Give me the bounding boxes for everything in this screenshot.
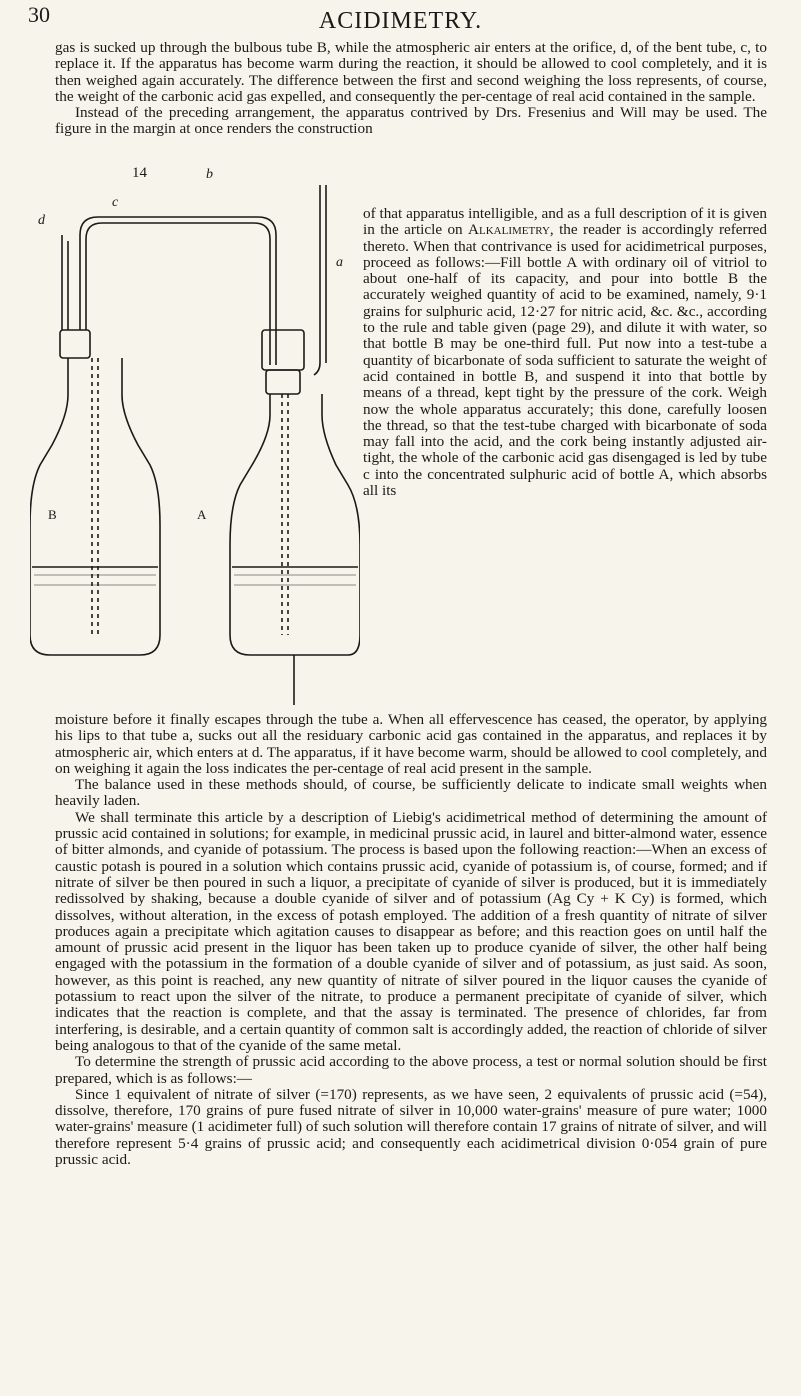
figure-label-b: b <box>206 167 213 182</box>
paragraph: Instead of the preceding arrangement, the apparatus contrived by Drs. Fresenius and Will may be used. The figure in the margin at once renders the construction <box>55 104 767 138</box>
paragraph: moisture before it finally escapes through the tube a. When all effervescence has ceased, the operator, by applying his lips to that tube a, sucks out all the residuary carbonic acid gas contained in the apparatus, and replaces it by atmospheric air, which enters at d. The apparatus, if it have become warm, should be allowed to cool completely, and on weighing it again the loss indicates the per-centage of real acid present in the sample. <box>55 711 767 777</box>
intro-text <box>55 40 767 138</box>
side-text <box>363 206 767 499</box>
paragraph: The balance used in these methods should, of course, be sufficiently delicate to indicate small weights when heavily laden. <box>55 776 767 810</box>
paragraph: To determine the strength of prussic acid according to the above process, a test or normal solution should be first prepared, which is as follows:— <box>55 1053 767 1087</box>
apparatus-figure <box>30 165 360 705</box>
running-head: ACIDIMETRY. <box>318 8 483 34</box>
figure-label-A: A <box>197 507 207 522</box>
apparatus-drawing <box>30 165 360 705</box>
paragraph: We shall terminate this article by a description of Liebig's acidimetrical method of determining the amount of prussic acid contained in solutions; for example, in medicinal prussic acid, in laurel and bitter-almond water, essence of bitter almonds, and cyanide of potassium. The process is based upon the following reaction:—When an excess of caustic potash is poured in a solution which contains prussic acid, cyanide of potassium is, of course, formed; and if nitrate of silver be then poured in such a liquor, a precipitate of cyanide of silver is produced, but it is immediately redissolved by shaking, because a double cyanide of silver and of potassium (Ag Cy + K Cy) is formed, which dissolves, without alteration, in the excess of potash employed. The addition of a fresh quantity of nitrate of silver produces again a precipitate which agitation causes to disappear as before; and this reaction goes on until half the amount of prussic acid present in the liquor has been taken up to produce cyanide of silver, the other half being engaged with the potassium in the formation of a double cyanide of silver and of potassium, as just said. As soon, however, as this point is reached, any new quantity of nitrate of silver poured in the liquor causes the cyanide of potassium to react upon the silver of the nitrate, to produce a permanent precipitate of cyanide of silver, which indicates that the reaction is complete, and that the assay is terminated. The presence of chlorides, far from interfering, is desirable, and a certain quantity of common salt is accordingly added, the reaction of chloride of silver being analogous to that of the cyanide of the same metal. <box>55 808 767 1054</box>
figure-label-c: c <box>112 195 119 210</box>
side-text-part: of that apparatus intelligible, and as a full description of it is given in the article on <box>363 205 767 239</box>
side-text-part: , the reader is accordingly referred thereto. When that contrivance is used for acidimetrical purposes, proceed as follows:—Fill bottle A with ordinary oil of vitriol to about one-half of its capacity, and pour into bottle B the accurately weighed quantity of acid to be examined, namely, 9·1 grains for sulphuric acid, 12·27 for nitric acid, &c. &c., according to the rule and table given (page 29), and dilute it with water, so that bottle B may be one-third full. Put now into a test-tube a quantity of bicarbonate of soda sufficient to saturate the weight of acid contained in bottle B, and suspend it into that bottle by means of a thread, kept tight by the pressure of the cork. Weigh now the whole apparatus accurately; this done, carefully loosen the thread, so that the test-tube charged with bicarbonate of soda may fall into the acid, and the cork being instantly adjusted air-tight, the whole of the carbonic acid gas disengaged is led by tube c into the concentrated sulphuric acid of bottle A, which absorbs all its <box>363 221 767 500</box>
paragraph: gas is sucked up through the bulbous tube B, while the atmospheric air enters at the orifice, d, of the bent tube, c, to replace it. If the apparatus has become warm during the reaction, it should be allowed to cool completely, and it is then weighed again accurately. The difference between the first and second weighing the loss represents, of course, the weight of the carbonic acid gas expelled, and consequently the per-centage of real acid contained in the sample. <box>55 39 767 105</box>
figure-label-B: B <box>48 507 57 522</box>
page-number: 30 <box>28 2 50 27</box>
figure-label-d: d <box>38 213 45 228</box>
main-text <box>55 712 767 1168</box>
cross-reference: Alkalimetry <box>468 221 550 239</box>
paragraph: Since 1 equivalent of nitrate of silver (=170) represents, as we have seen, 2 equivalents of prussic acid (=54), dissolve, therefore, 170 grains of pure fused nitrate of silver in 10,000 water-grains' measure of pure water; 1000 water-grains' measure (1 acidimeter full) of such solution will therefore contain 17 grains of nitrate of silver, and will therefore represent 5·4 grains of prussic acid; and consequently each acidimetrical division 0·054 grain of pure prussic acid. <box>55 1085 767 1169</box>
figure-label-a: a <box>336 255 343 270</box>
figure-number: 14 <box>132 165 147 181</box>
